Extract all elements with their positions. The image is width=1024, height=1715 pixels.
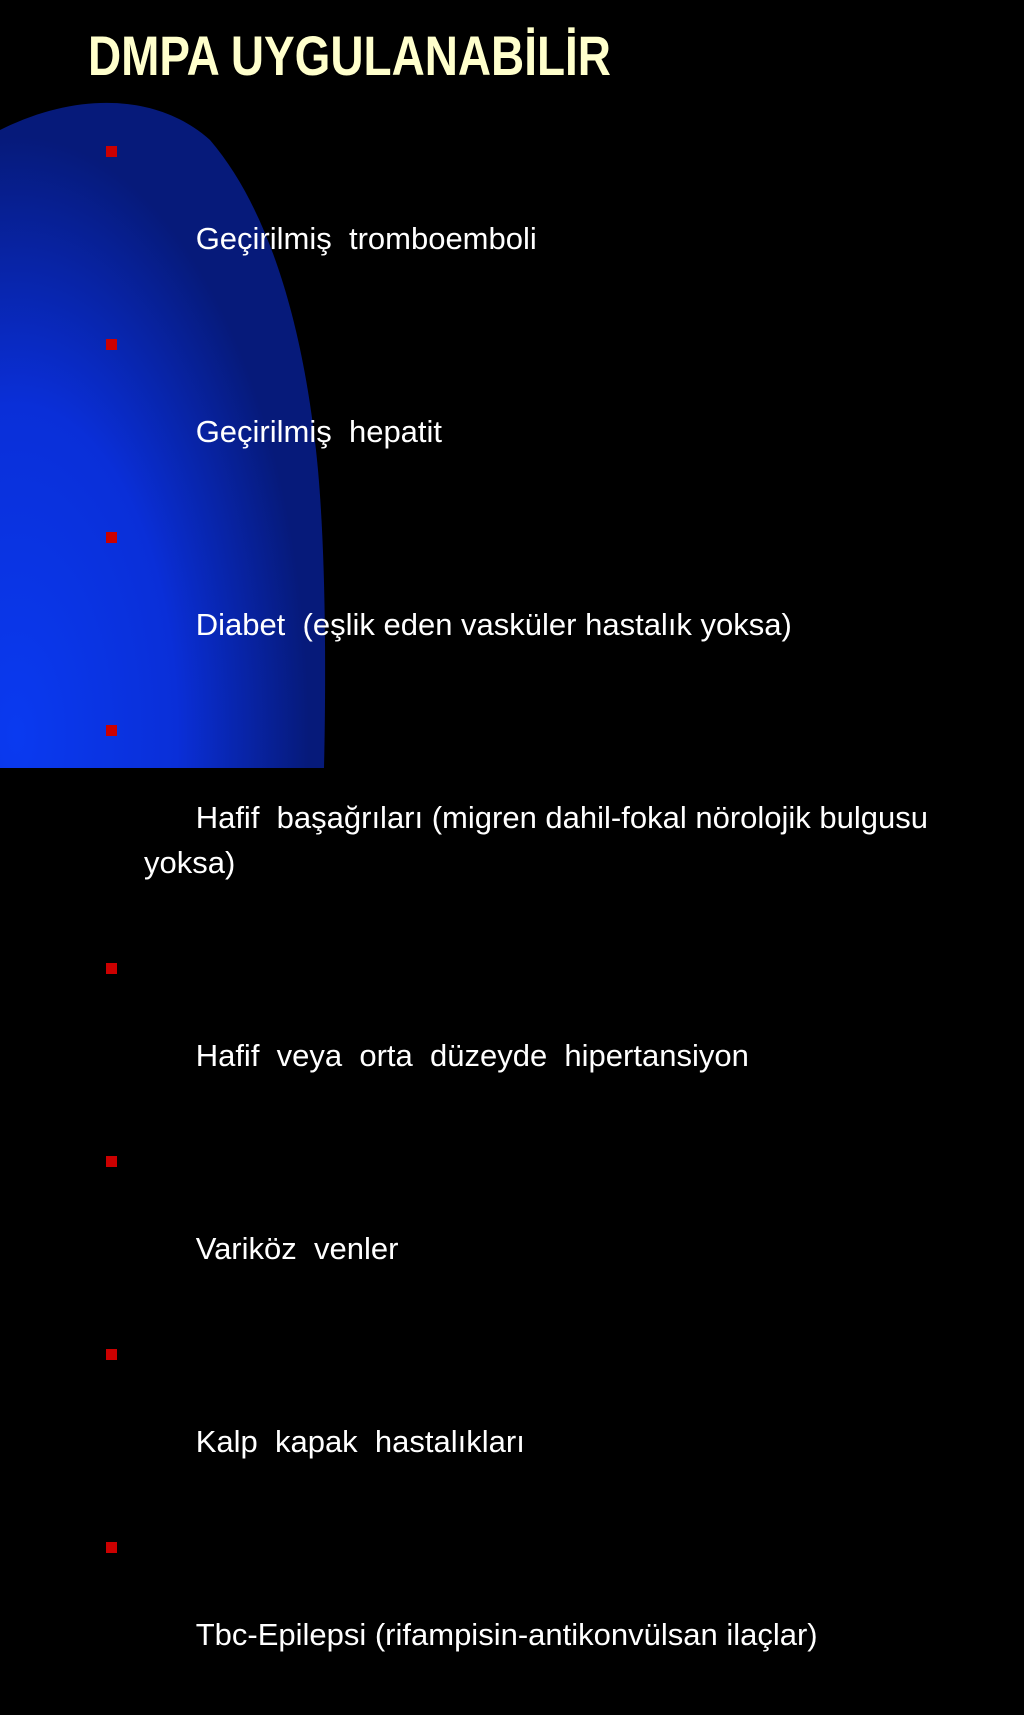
bullet-text: Hafif veya orta düzeyde hipertansiyon: [195, 1038, 749, 1073]
bullet-item: [106, 1136, 986, 1316]
square-bullet-icon: [106, 146, 117, 157]
slide-title: DMPA UYGULANABİLİR: [88, 24, 611, 87]
square-bullet-icon: [106, 1349, 117, 1360]
square-bullet-icon: [106, 963, 117, 974]
square-bullet-icon: [106, 1542, 117, 1553]
bullet-item: [106, 705, 986, 930]
bullet-text: Variköz venler: [195, 1231, 399, 1266]
bullet-text: Tbc-Epilepsi (rifampisin-antikonvülsan ilaçlar): [195, 1617, 818, 1652]
square-bullet-icon: [106, 532, 117, 543]
square-bullet-icon: [106, 725, 117, 736]
bullet-text: Geçirilmiş hepatit: [195, 414, 443, 449]
bullet-item: [106, 126, 986, 306]
bullet-item: [106, 319, 986, 499]
bullet-text: Kalp kapak hastalıkları: [195, 1424, 525, 1459]
bullet-text: Diabet (eşlik eden vasküler hastalık yoksa): [195, 607, 792, 642]
bullet-item: [106, 943, 986, 1123]
bullet-item: [106, 1522, 986, 1702]
bullet-list: [106, 126, 986, 1715]
bullet-text: Hafif başağrıları (migren dahil-fokal nörolojik bulgusu yoksa): [144, 800, 937, 880]
square-bullet-icon: [106, 339, 117, 350]
bullet-text: Geçirilmiş tromboemboli: [195, 221, 537, 256]
bullet-item: [106, 512, 986, 692]
square-bullet-icon: [106, 1156, 117, 1167]
bullet-item: [106, 1329, 986, 1509]
